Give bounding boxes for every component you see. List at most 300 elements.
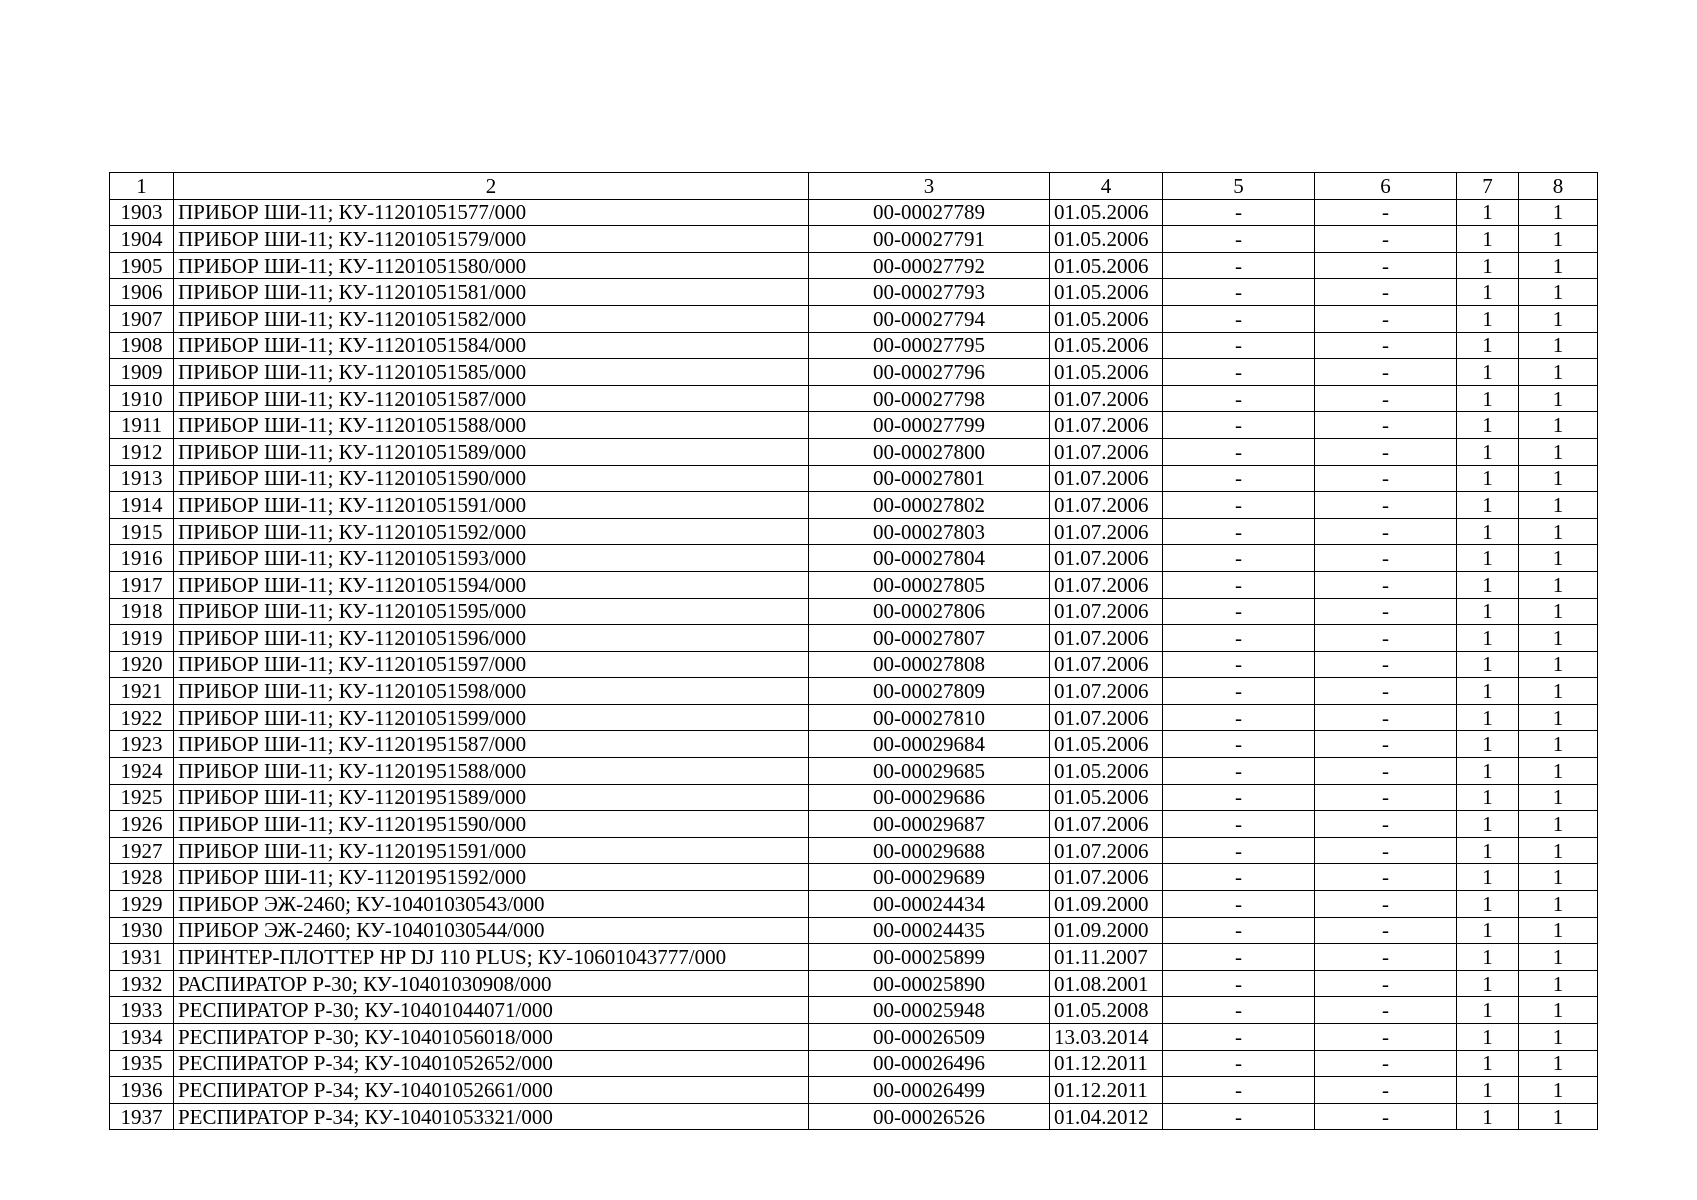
row-number-cell: 1916: [110, 545, 174, 572]
row-number-cell: 1932: [110, 970, 174, 997]
row-number-cell: 1934: [110, 1024, 174, 1051]
col-7-cell: 1: [1457, 864, 1519, 891]
item-name-cell: ПРИНТЕР-ПЛОТТЕР HP DJ 110 PLUS; КУ-10601043777/000: [174, 944, 809, 971]
inventory-number-cell: 00-00027806: [809, 598, 1050, 625]
col-8-cell: 1: [1519, 385, 1598, 412]
date-cell: 01.07.2006: [1050, 811, 1163, 838]
col-5-cell: -: [1163, 758, 1315, 785]
row-number-cell: 1935: [110, 1050, 174, 1077]
table-row: [110, 731, 1598, 758]
date-cell: 01.09.2000: [1050, 891, 1163, 918]
date-cell: 01.08.2001: [1050, 970, 1163, 997]
header-cell-7: 7: [1457, 173, 1519, 200]
table-row: [110, 199, 1598, 226]
col-6-cell: -: [1315, 199, 1457, 226]
item-name-cell: ПРИБОР ШИ-11; КУ-11201951589/000: [174, 784, 809, 811]
col-5-cell: -: [1163, 678, 1315, 705]
date-cell: 01.05.2006: [1050, 226, 1163, 253]
date-cell: 01.12.2011: [1050, 1077, 1163, 1104]
table-row: [110, 837, 1598, 864]
col-5-cell: -: [1163, 1050, 1315, 1077]
item-name-cell: ПРИБОР ШИ-11; КУ-11201051595/000: [174, 598, 809, 625]
row-number-cell: 1904: [110, 226, 174, 253]
col-7-cell: 1: [1457, 1024, 1519, 1051]
col-6-cell: -: [1315, 758, 1457, 785]
col-8-cell: 1: [1519, 545, 1598, 572]
col-5-cell: -: [1163, 1103, 1315, 1130]
col-7-cell: 1: [1457, 837, 1519, 864]
col-7-cell: 1: [1457, 305, 1519, 332]
col-7-cell: 1: [1457, 412, 1519, 439]
col-7-cell: 1: [1457, 385, 1519, 412]
inventory-number-cell: 00-00026526: [809, 1103, 1050, 1130]
col-7-cell: 1: [1457, 332, 1519, 359]
col-8-cell: 1: [1519, 651, 1598, 678]
item-name-cell: ПРИБОР ШИ-11; КУ-11201951592/000: [174, 864, 809, 891]
item-name-cell: ПРИБОР ШИ-11; КУ-11201951590/000: [174, 811, 809, 838]
inventory-number-cell: 00-00025948: [809, 997, 1050, 1024]
col-5-cell: -: [1163, 944, 1315, 971]
date-cell: 01.07.2006: [1050, 412, 1163, 439]
item-name-cell: РЕСПИРАТОР Р-30; КУ-10401044071/000: [174, 997, 809, 1024]
date-cell: 01.07.2006: [1050, 704, 1163, 731]
inventory-table: [109, 172, 1598, 1130]
col-8-cell: 1: [1519, 438, 1598, 465]
inventory-number-cell: 00-00027800: [809, 438, 1050, 465]
col-7-cell: 1: [1457, 492, 1519, 519]
inventory-number-cell: 00-00027808: [809, 651, 1050, 678]
col-7-cell: 1: [1457, 678, 1519, 705]
table-row: [110, 997, 1598, 1024]
date-cell: 01.05.2006: [1050, 758, 1163, 785]
col-8-cell: 1: [1519, 226, 1598, 253]
date-cell: 01.05.2006: [1050, 784, 1163, 811]
col-8-cell: 1: [1519, 598, 1598, 625]
col-5-cell: -: [1163, 704, 1315, 731]
item-name-cell: ПРИБОР ШИ-11; КУ-11201951588/000: [174, 758, 809, 785]
row-number-cell: 1915: [110, 518, 174, 545]
item-name-cell: ПРИБОР ШИ-11; КУ-11201051579/000: [174, 226, 809, 253]
col-7-cell: 1: [1457, 917, 1519, 944]
col-5-cell: -: [1163, 625, 1315, 652]
row-number-cell: 1907: [110, 305, 174, 332]
col-6-cell: -: [1315, 1024, 1457, 1051]
col-6-cell: -: [1315, 279, 1457, 306]
table-row: [110, 970, 1598, 997]
inventory-number-cell: 00-00029688: [809, 837, 1050, 864]
item-name-cell: ПРИБОР ШИ-11; КУ-11201051596/000: [174, 625, 809, 652]
inventory-number-cell: 00-00027810: [809, 704, 1050, 731]
date-cell: 01.07.2006: [1050, 651, 1163, 678]
col-7-cell: 1: [1457, 1103, 1519, 1130]
row-number-cell: 1921: [110, 678, 174, 705]
col-5-cell: -: [1163, 598, 1315, 625]
table-row: [110, 359, 1598, 386]
col-5-cell: -: [1163, 571, 1315, 598]
header-cell-3: 3: [809, 173, 1050, 200]
table-row: [110, 226, 1598, 253]
item-name-cell: ПРИБОР ШИ-11; КУ-11201051584/000: [174, 332, 809, 359]
header-cell-8: 8: [1519, 173, 1598, 200]
table-row: [110, 1103, 1598, 1130]
col-7-cell: 1: [1457, 997, 1519, 1024]
date-cell: 01.11.2007: [1050, 944, 1163, 971]
header-cell-4: 4: [1050, 173, 1163, 200]
col-6-cell: -: [1315, 704, 1457, 731]
date-cell: 01.07.2006: [1050, 385, 1163, 412]
col-6-cell: -: [1315, 731, 1457, 758]
col-8-cell: 1: [1519, 1024, 1598, 1051]
header-cell-2: 2: [174, 173, 809, 200]
date-cell: 13.03.2014: [1050, 1024, 1163, 1051]
row-number-cell: 1920: [110, 651, 174, 678]
col-8-cell: 1: [1519, 891, 1598, 918]
col-6-cell: -: [1315, 438, 1457, 465]
inventory-number-cell: 00-00027793: [809, 279, 1050, 306]
col-5-cell: -: [1163, 651, 1315, 678]
date-cell: 01.05.2006: [1050, 199, 1163, 226]
table-row: [110, 704, 1598, 731]
item-name-cell: ПРИБОР ШИ-11; КУ-11201051593/000: [174, 545, 809, 572]
col-6-cell: -: [1315, 571, 1457, 598]
col-5-cell: -: [1163, 252, 1315, 279]
col-8-cell: 1: [1519, 704, 1598, 731]
table-row: [110, 305, 1598, 332]
date-cell: 01.07.2006: [1050, 492, 1163, 519]
col-5-cell: -: [1163, 332, 1315, 359]
col-6-cell: -: [1315, 1077, 1457, 1104]
row-number-cell: 1913: [110, 465, 174, 492]
col-6-cell: -: [1315, 226, 1457, 253]
table-row: [110, 758, 1598, 785]
inventory-number-cell: 00-00027798: [809, 385, 1050, 412]
col-8-cell: 1: [1519, 784, 1598, 811]
col-8-cell: 1: [1519, 917, 1598, 944]
col-5-cell: -: [1163, 731, 1315, 758]
col-5-cell: -: [1163, 1024, 1315, 1051]
col-7-cell: 1: [1457, 279, 1519, 306]
col-5-cell: -: [1163, 199, 1315, 226]
col-5-cell: -: [1163, 997, 1315, 1024]
col-8-cell: 1: [1519, 412, 1598, 439]
table-row: [110, 492, 1598, 519]
date-cell: 01.07.2006: [1050, 465, 1163, 492]
col-8-cell: 1: [1519, 1050, 1598, 1077]
col-8-cell: 1: [1519, 492, 1598, 519]
col-7-cell: 1: [1457, 226, 1519, 253]
col-7-cell: 1: [1457, 625, 1519, 652]
col-8-cell: 1: [1519, 970, 1598, 997]
row-number-cell: 1923: [110, 731, 174, 758]
col-7-cell: 1: [1457, 518, 1519, 545]
inventory-number-cell: 00-00029686: [809, 784, 1050, 811]
col-7-cell: 1: [1457, 598, 1519, 625]
inventory-number-cell: 00-00027789: [809, 199, 1050, 226]
row-number-cell: 1933: [110, 997, 174, 1024]
row-number-cell: 1922: [110, 704, 174, 731]
item-name-cell: РЕСПИРАТОР Р-34; КУ-10401053321/000: [174, 1103, 809, 1130]
col-6-cell: -: [1315, 864, 1457, 891]
inventory-number-cell: 00-00029685: [809, 758, 1050, 785]
col-5-cell: -: [1163, 784, 1315, 811]
date-cell: 01.12.2011: [1050, 1050, 1163, 1077]
item-name-cell: РЕСПИРАТОР Р-34; КУ-10401052652/000: [174, 1050, 809, 1077]
row-number-cell: 1911: [110, 412, 174, 439]
col-6-cell: -: [1315, 811, 1457, 838]
inventory-number-cell: 00-00027795: [809, 332, 1050, 359]
date-cell: 01.05.2006: [1050, 332, 1163, 359]
item-name-cell: ПРИБОР ШИ-11; КУ-11201951587/000: [174, 731, 809, 758]
col-5-cell: -: [1163, 917, 1315, 944]
table-row: [110, 252, 1598, 279]
row-number-cell: 1930: [110, 917, 174, 944]
item-name-cell: ПРИБОР ШИ-11; КУ-11201951591/000: [174, 837, 809, 864]
item-name-cell: РЕСПИРАТОР Р-34; КУ-10401052661/000: [174, 1077, 809, 1104]
col-5-cell: -: [1163, 385, 1315, 412]
col-8-cell: 1: [1519, 997, 1598, 1024]
inventory-number-cell: 00-00027796: [809, 359, 1050, 386]
inventory-number-cell: 00-00027794: [809, 305, 1050, 332]
col-7-cell: 1: [1457, 545, 1519, 572]
row-number-cell: 1925: [110, 784, 174, 811]
col-8-cell: 1: [1519, 837, 1598, 864]
row-number-cell: 1917: [110, 571, 174, 598]
row-number-cell: 1908: [110, 332, 174, 359]
table-row: [110, 944, 1598, 971]
col-7-cell: 1: [1457, 571, 1519, 598]
date-cell: 01.05.2006: [1050, 359, 1163, 386]
col-6-cell: -: [1315, 1103, 1457, 1130]
inventory-number-cell: 00-00024434: [809, 891, 1050, 918]
item-name-cell: РЕСПИРАТОР Р-30; КУ-10401056018/000: [174, 1024, 809, 1051]
item-name-cell: ПРИБОР ШИ-11; КУ-11201051589/000: [174, 438, 809, 465]
table-row: [110, 917, 1598, 944]
row-number-cell: 1937: [110, 1103, 174, 1130]
col-7-cell: 1: [1457, 704, 1519, 731]
col-6-cell: -: [1315, 492, 1457, 519]
col-6-cell: -: [1315, 891, 1457, 918]
date-cell: 01.07.2006: [1050, 678, 1163, 705]
table-row: [110, 518, 1598, 545]
col-6-cell: -: [1315, 305, 1457, 332]
col-8-cell: 1: [1519, 571, 1598, 598]
col-7-cell: 1: [1457, 731, 1519, 758]
col-6-cell: -: [1315, 997, 1457, 1024]
row-number-cell: 1929: [110, 891, 174, 918]
item-name-cell: ПРИБОР ШИ-11; КУ-11201051585/000: [174, 359, 809, 386]
col-6-cell: -: [1315, 944, 1457, 971]
item-name-cell: ПРИБОР ШИ-11; КУ-11201051580/000: [174, 252, 809, 279]
col-8-cell: 1: [1519, 625, 1598, 652]
col-8-cell: 1: [1519, 252, 1598, 279]
row-number-cell: 1912: [110, 438, 174, 465]
date-cell: 01.05.2008: [1050, 997, 1163, 1024]
inventory-number-cell: 00-00027791: [809, 226, 1050, 253]
date-cell: 01.05.2006: [1050, 252, 1163, 279]
item-name-cell: ПРИБОР ШИ-11; КУ-11201051590/000: [174, 465, 809, 492]
inventory-number-cell: 00-00025890: [809, 970, 1050, 997]
col-8-cell: 1: [1519, 944, 1598, 971]
date-cell: 01.07.2006: [1050, 864, 1163, 891]
date-cell: 01.05.2006: [1050, 279, 1163, 306]
col-6-cell: -: [1315, 465, 1457, 492]
date-cell: 01.07.2006: [1050, 518, 1163, 545]
col-8-cell: 1: [1519, 279, 1598, 306]
row-number-cell: 1909: [110, 359, 174, 386]
row-number-cell: 1928: [110, 864, 174, 891]
col-8-cell: 1: [1519, 305, 1598, 332]
col-5-cell: -: [1163, 837, 1315, 864]
inventory-number-cell: 00-00024435: [809, 917, 1050, 944]
inventory-number-cell: 00-00026509: [809, 1024, 1050, 1051]
col-6-cell: -: [1315, 359, 1457, 386]
item-name-cell: ПРИБОР ШИ-11; КУ-11201051599/000: [174, 704, 809, 731]
col-6-cell: -: [1315, 518, 1457, 545]
table-row: [110, 1024, 1598, 1051]
col-6-cell: -: [1315, 917, 1457, 944]
col-5-cell: -: [1163, 864, 1315, 891]
col-5-cell: -: [1163, 438, 1315, 465]
item-name-cell: ПРИБОР ШИ-11; КУ-11201051582/000: [174, 305, 809, 332]
item-name-cell: ПРИБОР ШИ-11; КУ-11201051592/000: [174, 518, 809, 545]
header-cell-5: 5: [1163, 173, 1315, 200]
row-number-cell: 1906: [110, 279, 174, 306]
item-name-cell: ПРИБОР ШИ-11; КУ-11201051594/000: [174, 571, 809, 598]
row-number-cell: 1919: [110, 625, 174, 652]
inventory-number-cell: 00-00026496: [809, 1050, 1050, 1077]
col-6-cell: -: [1315, 970, 1457, 997]
table-row: [110, 811, 1598, 838]
table-row: [110, 412, 1598, 439]
date-cell: 01.09.2000: [1050, 917, 1163, 944]
row-number-cell: 1936: [110, 1077, 174, 1104]
col-8-cell: 1: [1519, 332, 1598, 359]
col-7-cell: 1: [1457, 651, 1519, 678]
col-5-cell: -: [1163, 465, 1315, 492]
inventory-number-cell: 00-00029687: [809, 811, 1050, 838]
item-name-cell: ПРИБОР ШИ-11; КУ-11201051597/000: [174, 651, 809, 678]
row-number-cell: 1927: [110, 837, 174, 864]
item-name-cell: ПРИБОР ШИ-11; КУ-11201051588/000: [174, 412, 809, 439]
col-6-cell: -: [1315, 252, 1457, 279]
col-5-cell: -: [1163, 891, 1315, 918]
inventory-number-cell: 00-00027799: [809, 412, 1050, 439]
header-row: [110, 173, 1598, 200]
col-7-cell: 1: [1457, 891, 1519, 918]
col-5-cell: -: [1163, 811, 1315, 838]
item-name-cell: ПРИБОР ЭЖ-2460; КУ-10401030543/000: [174, 891, 809, 918]
table-row: [110, 651, 1598, 678]
col-6-cell: -: [1315, 651, 1457, 678]
col-5-cell: -: [1163, 279, 1315, 306]
date-cell: 01.07.2006: [1050, 598, 1163, 625]
table-row: [110, 332, 1598, 359]
row-number-cell: 1926: [110, 811, 174, 838]
date-cell: 01.07.2006: [1050, 837, 1163, 864]
item-name-cell: ПРИБОР ШИ-11; КУ-11201051591/000: [174, 492, 809, 519]
header-cell-1: 1: [110, 173, 174, 200]
row-number-cell: 1910: [110, 385, 174, 412]
inventory-number-cell: 00-00025899: [809, 944, 1050, 971]
col-8-cell: 1: [1519, 465, 1598, 492]
col-7-cell: 1: [1457, 811, 1519, 838]
table-row: [110, 571, 1598, 598]
col-6-cell: -: [1315, 678, 1457, 705]
col-8-cell: 1: [1519, 864, 1598, 891]
item-name-cell: ПРИБОР ЭЖ-2460; КУ-10401030544/000: [174, 917, 809, 944]
table-row: [110, 279, 1598, 306]
date-cell: 01.07.2006: [1050, 625, 1163, 652]
row-number-cell: 1918: [110, 598, 174, 625]
col-8-cell: 1: [1519, 518, 1598, 545]
col-8-cell: 1: [1519, 731, 1598, 758]
inventory-number-cell: 00-00027804: [809, 545, 1050, 572]
date-cell: 01.07.2006: [1050, 545, 1163, 572]
row-number-cell: 1931: [110, 944, 174, 971]
inventory-number-cell: 00-00027802: [809, 492, 1050, 519]
inventory-number-cell: 00-00027803: [809, 518, 1050, 545]
date-cell: 01.07.2006: [1050, 438, 1163, 465]
col-5-cell: -: [1163, 412, 1315, 439]
table-row: [110, 438, 1598, 465]
col-5-cell: -: [1163, 1077, 1315, 1104]
table-row: [110, 625, 1598, 652]
table-row: [110, 891, 1598, 918]
item-name-cell: ПРИБОР ШИ-11; КУ-11201051577/000: [174, 199, 809, 226]
date-cell: 01.07.2006: [1050, 571, 1163, 598]
table-body: [110, 173, 1598, 1130]
col-8-cell: 1: [1519, 811, 1598, 838]
col-5-cell: -: [1163, 545, 1315, 572]
col-5-cell: -: [1163, 492, 1315, 519]
col-7-cell: 1: [1457, 970, 1519, 997]
col-7-cell: 1: [1457, 199, 1519, 226]
col-7-cell: 1: [1457, 944, 1519, 971]
col-6-cell: -: [1315, 837, 1457, 864]
col-6-cell: -: [1315, 784, 1457, 811]
col-7-cell: 1: [1457, 1077, 1519, 1104]
row-number-cell: 1914: [110, 492, 174, 519]
table-row: [110, 545, 1598, 572]
item-name-cell: ПРИБОР ШИ-11; КУ-11201051598/000: [174, 678, 809, 705]
inventory-number-cell: 00-00027792: [809, 252, 1050, 279]
table-row: [110, 598, 1598, 625]
inventory-number-cell: 00-00027807: [809, 625, 1050, 652]
col-8-cell: 1: [1519, 758, 1598, 785]
col-8-cell: 1: [1519, 1077, 1598, 1104]
col-5-cell: -: [1163, 226, 1315, 253]
col-7-cell: 1: [1457, 758, 1519, 785]
inventory-number-cell: 00-00029689: [809, 864, 1050, 891]
col-5-cell: -: [1163, 359, 1315, 386]
table-row: [110, 385, 1598, 412]
col-8-cell: 1: [1519, 359, 1598, 386]
table-row: [110, 465, 1598, 492]
inventory-number-cell: 00-00027805: [809, 571, 1050, 598]
row-number-cell: 1903: [110, 199, 174, 226]
inventory-number-cell: 00-00029684: [809, 731, 1050, 758]
item-name-cell: ПРИБОР ШИ-11; КУ-11201051587/000: [174, 385, 809, 412]
col-6-cell: -: [1315, 1050, 1457, 1077]
item-name-cell: РАСПИРАТОР Р-30; КУ-10401030908/000: [174, 970, 809, 997]
col-5-cell: -: [1163, 305, 1315, 332]
col-7-cell: 1: [1457, 359, 1519, 386]
table-row: [110, 678, 1598, 705]
date-cell: 01.04.2012: [1050, 1103, 1163, 1130]
col-6-cell: -: [1315, 625, 1457, 652]
table-row: [110, 864, 1598, 891]
col-6-cell: -: [1315, 332, 1457, 359]
